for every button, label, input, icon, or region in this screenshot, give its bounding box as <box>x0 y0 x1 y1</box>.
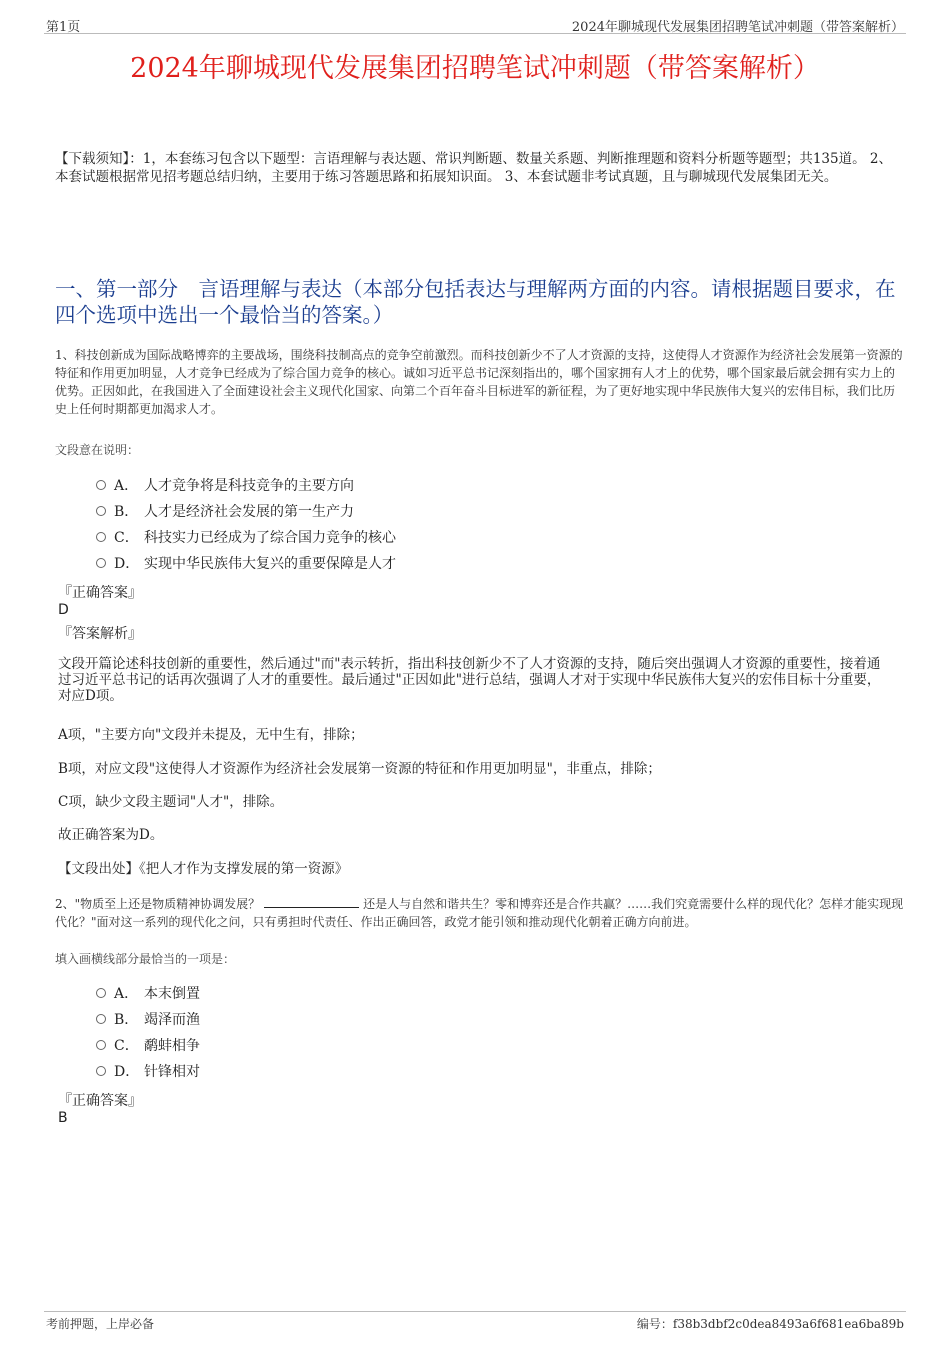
radio-icon[interactable] <box>96 506 106 516</box>
question-1-prompt: 文段意在说明： <box>55 443 140 457</box>
question-1-source: 【文段出处】《把人才作为支撑发展的第一资源》 <box>58 861 349 877</box>
option-text: 本末倒置 <box>144 986 200 1002</box>
question-1-option-c[interactable] <box>96 528 396 548</box>
radio-icon[interactable] <box>96 988 106 998</box>
option-text: 科技实力已经成为了综合国力竞争的核心 <box>144 530 396 546</box>
footer-doc-id: 编号：f38b3dbf2c0dea8493a6f681ea6ba89b <box>636 1317 904 1331</box>
fill-blank <box>264 895 359 908</box>
question-1-note-b: B项，对应文段"这使得人才资源作为经济社会发展第一资源的特征和作用更加明显"，非重点，排除； <box>58 761 661 777</box>
radio-icon[interactable] <box>96 1014 106 1024</box>
question-1-note-a: A项，"主要方向"文段并未提及，无中生有，排除； <box>58 727 364 743</box>
question-2-text <box>55 895 905 931</box>
option-letter: D． <box>114 1064 140 1080</box>
question-2-option-a[interactable] <box>96 984 200 1004</box>
option-letter: A． <box>114 478 139 494</box>
header-doc-title: 2024年聊城现代发展集团招聘笔试冲刺题（带答案解析） <box>571 20 904 35</box>
question-1-analysis: 文段开篇论述科技创新的重要性，然后通过"而"表示转折，指出科技创新少不了人才资源的支持，随后突出强调人才资源的重要性，接着通过习近平总书记的话再次强调了人才的重要性。最后通过"正因如此"进行总结，强调人才对于实现中华民族伟大复兴的宏伟目标十分重要，对应D项。 <box>58 656 881 704</box>
option-text: 人才是经济社会发展的第一生产力 <box>144 504 354 520</box>
section-heading: 一、第一部分 言语理解与表达（本部分包括表达与理解两方面的内容。请根据题目要求，在四个选项中选出一个最恰当的答案。） <box>55 277 896 327</box>
question-1-answer-label: 『正确答案』 <box>58 585 142 601</box>
question-2-prompt: 填入画横线部分最恰当的一项是： <box>55 952 236 966</box>
question-1-option-b[interactable] <box>96 502 354 522</box>
question-1-text: 1、科技创新成为国际战略博弈的主要战场，围绕科技制高点的竞争空前激烈。而科技创新少不了人才资源的支持，这使得人才资源作为经济社会发展第一资源的特征和作用更加明显，人才竞争已经成为了综合国力竞争的核心。诚如习近平总书记深刻指出的，哪个国家拥有人才上的优势，哪个国家最后就会拥有实力上的优势。正因如此，在我国进入了全面建设社会主义现代化国家、向第二个百年奋斗目标进军的新征程，为了更好地实现中华民族伟大复兴的宏伟目标，我们比历史上任何时期都更加渴求人才。 <box>55 348 903 416</box>
option-letter: C． <box>114 1038 139 1054</box>
option-text: 竭泽而渔 <box>144 1012 200 1028</box>
footer-divider <box>44 1311 906 1312</box>
option-letter: B． <box>114 1012 139 1028</box>
option-text: 人才竞争将是科技竞争的主要方向 <box>144 478 354 494</box>
footer-slogan: 考前押题，上岸必备 <box>46 1317 155 1331</box>
question-1-analysis-label: 『答案解析』 <box>58 626 142 642</box>
option-text: 针锋相对 <box>144 1064 200 1080</box>
header-divider <box>44 33 906 34</box>
radio-icon[interactable] <box>96 558 106 568</box>
download-notice: 【下载须知】：1，本套练习包含以下题型：言语理解与表达题、常识判断题、数量关系题、判断推理题和资料分析题等题型；共135道。 2、本套试题根据常见招考题总结归纳，主要用于练习答题思路和拓展知识面。 3、本套试题非考试真题，且与聊城现代发展集团无关。 <box>55 151 892 185</box>
question-1-conclusion: 故正确答案为D。 <box>58 827 164 843</box>
option-letter: C． <box>114 530 139 546</box>
page-number: 第1页 <box>46 20 81 35</box>
radio-icon[interactable] <box>96 1040 106 1050</box>
question-2-text-after: 还是人与自然和谐共生？零和博弈还是合作共赢？……我们究竟需要什么样的现代化？怎样才能实现现代化？"面对这一系列的现代化之问，只有勇担时代责任、作出正确回答，政党才能引领和推动现代化朝着正确方向前进。 <box>55 897 904 929</box>
option-letter: D． <box>114 556 140 572</box>
page-title: 2024年聊城现代发展集团招聘笔试冲刺题（带答案解析） <box>130 53 820 84</box>
option-letter: B． <box>114 504 139 520</box>
option-letter: A． <box>114 986 139 1002</box>
question-1-answer: D <box>58 602 69 618</box>
radio-icon[interactable] <box>96 480 106 490</box>
question-1-note-c: C项，缺少文段主题词"人才"，排除。 <box>58 794 284 810</box>
question-1-option-d[interactable] <box>96 554 396 574</box>
question-2-answer-label: 『正确答案』 <box>58 1093 142 1109</box>
question-2-option-b[interactable] <box>96 1010 200 1030</box>
radio-icon[interactable] <box>96 532 106 542</box>
question-2-option-c[interactable] <box>96 1036 200 1056</box>
question-2-answer: B <box>58 1110 68 1126</box>
option-text: 实现中华民族伟大复兴的重要保障是人才 <box>144 556 396 572</box>
radio-icon[interactable] <box>96 1066 106 1076</box>
question-2-text-before: 2、"物质至上还是物质精神协调发展？ <box>55 897 261 911</box>
option-text: 鹬蚌相争 <box>144 1038 200 1054</box>
question-1-option-a[interactable] <box>96 476 354 496</box>
question-2-option-d[interactable] <box>96 1062 200 1082</box>
